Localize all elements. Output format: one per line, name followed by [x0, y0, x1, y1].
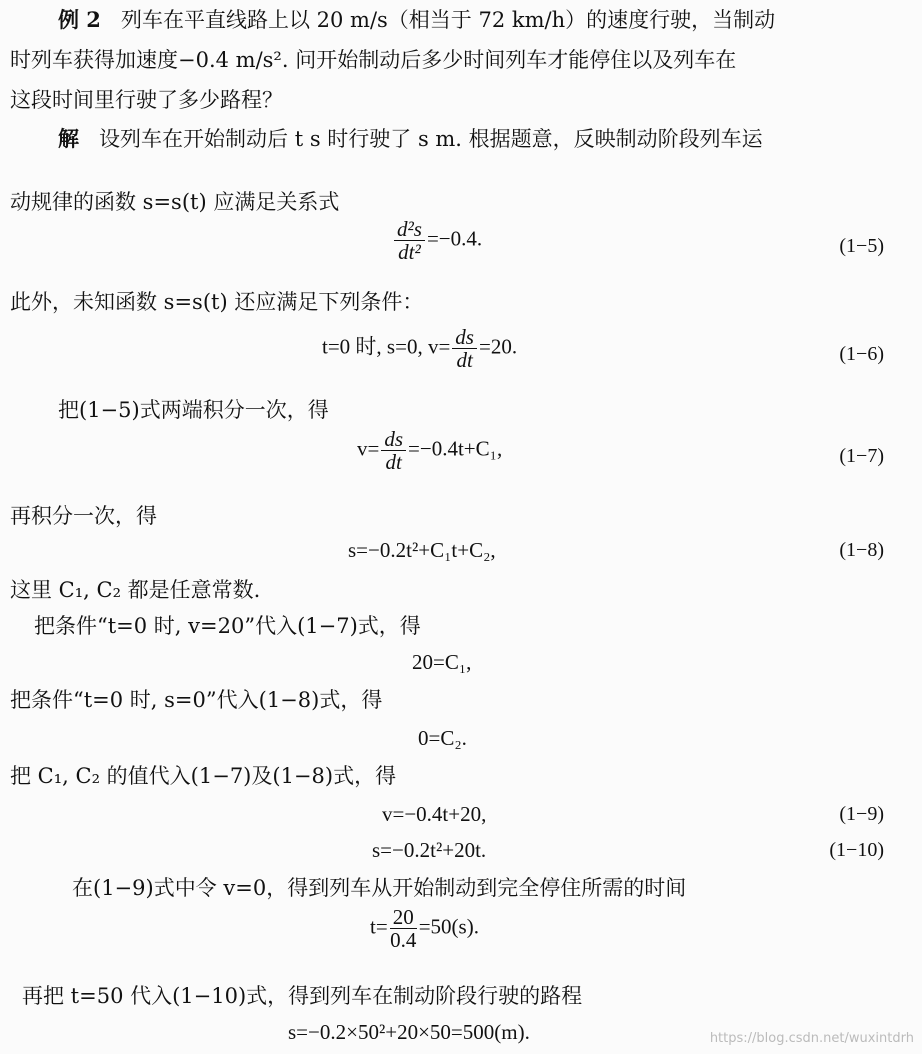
- fraction-denominator: dt: [385, 450, 402, 474]
- equation-number-1-5: (1−5): [839, 235, 884, 257]
- solution-label: 解: [58, 126, 79, 151]
- equation-1-5: [392, 218, 482, 263]
- equation-1-7-rhs: =−0.4t+C₁,: [408, 436, 503, 461]
- equation-1-8: [348, 536, 496, 564]
- fraction-ds-dt: [452, 326, 477, 371]
- solution-line-1: [58, 125, 763, 153]
- fraction-d2s-dt2: [394, 218, 425, 263]
- fraction-20-over-0.4: [390, 906, 417, 951]
- example-label: 例 2: [58, 7, 101, 32]
- equation-number-1-6: (1−6): [839, 343, 884, 365]
- conditions-line: [10, 288, 423, 316]
- constants-text: 这里 C₁, C₂ 都是任意常数.: [10, 578, 261, 602]
- example-line-2: [10, 46, 736, 74]
- fraction-denominator: dt²: [398, 240, 421, 264]
- sub3-line: [10, 762, 396, 790]
- stop-line: [72, 874, 686, 902]
- equation-1-6-lhs: t=0 时, s=0, v=: [322, 334, 451, 359]
- equation-number-1-10: (1−10): [829, 839, 884, 861]
- equation-c2: [418, 724, 467, 752]
- final-line: [22, 982, 582, 1010]
- equation-time-rhs: =50(s).: [418, 914, 479, 939]
- problem-text-2: 时列车获得加速度−0.4 m/s². 问开始制动后多少时间列车才能停住以及列车在: [10, 48, 737, 72]
- equation-1-9: [382, 800, 486, 828]
- problem-text-3: 这段时间里行驶了多少路程？: [10, 88, 283, 112]
- fraction-numerator: 20: [390, 906, 417, 929]
- fraction-denominator: dt: [456, 348, 473, 372]
- equation-distance-text: s=−0.2×50²+20×50=500(m).: [288, 1020, 530, 1044]
- integrate-line: [58, 396, 329, 424]
- again-text: 再积分一次，得: [10, 504, 157, 528]
- solution-intro-2: 动规律的函数 s=s(t) 应满足关系式: [10, 190, 340, 214]
- equation-1-6-rhs: =20.: [478, 334, 518, 359]
- fraction-denominator: 0.4: [390, 928, 417, 952]
- example-line-3: [10, 86, 283, 114]
- integrate-text: 把(1−5)式两端积分一次，得: [58, 398, 329, 422]
- equation-c1: [412, 648, 471, 676]
- equation-1-10: [372, 836, 486, 864]
- fraction-ds-dt: [381, 428, 406, 473]
- sub2-text: 把条件“t=0 时, s=0”代入(1−8)式，得: [10, 688, 383, 712]
- solution-intro-1: 设列车在开始制动后 t s 时行驶了 s m. 根据题意，反映制动阶段列车运: [99, 127, 763, 151]
- sub1-line: [34, 612, 421, 640]
- equation-number-1-7: (1−7): [839, 445, 884, 467]
- equation-1-7-lhs: v=: [357, 436, 380, 461]
- equation-1-8-text: s=−0.2t²+C₁t+C₂,: [348, 538, 496, 562]
- fraction-numerator: ds: [452, 326, 477, 349]
- fraction-numerator: d²s: [394, 218, 425, 241]
- equation-1-9-text: v=−0.4t+20,: [382, 802, 487, 826]
- constants-line: [10, 576, 260, 604]
- equation-1-5-rhs: =−0.4.: [426, 226, 483, 251]
- sub1-text: 把条件“t=0 时, v=20”代入(1−7)式，得: [34, 614, 421, 638]
- watermark: https://blog.csdn.net/wuxintdrh: [709, 1031, 914, 1046]
- sub3-text: 把 C₁, C₂ 的值代入(1−7)及(1−8)式，得: [10, 764, 397, 788]
- sub2-line: [10, 686, 382, 714]
- stop-text: 在(1−9)式中令 v=0，得到列车从开始制动到完全停住所需的时间: [72, 876, 687, 900]
- equation-time-lhs: t=: [370, 914, 388, 939]
- equation-1-6: [322, 326, 517, 371]
- again-line: [10, 502, 157, 530]
- problem-text-1: 列车在平直线路上以 20 m/s（相当于 72 km/h）的速度行驶，当制动: [120, 8, 776, 32]
- equation-1-7: [357, 428, 502, 473]
- equation-number-1-8: (1−8): [839, 539, 884, 561]
- final-text: 再把 t=50 代入(1−10)式，得到列车在制动阶段行驶的路程: [22, 984, 583, 1008]
- example-line-1: [58, 6, 775, 34]
- equation-number-1-9: (1−9): [839, 803, 884, 825]
- solution-line-2: [10, 188, 339, 216]
- equation-1-10-text: s=−0.2t²+20t.: [372, 838, 487, 862]
- equation-c2-text: 0=C₂.: [418, 726, 467, 750]
- equation-distance: [288, 1018, 530, 1046]
- equation-c1-text: 20=C₁,: [412, 650, 472, 674]
- fraction-numerator: ds: [381, 428, 406, 451]
- conditions-text: 此外，未知函数 s=s(t) 还应满足下列条件：: [10, 290, 424, 314]
- equation-time: [370, 906, 479, 951]
